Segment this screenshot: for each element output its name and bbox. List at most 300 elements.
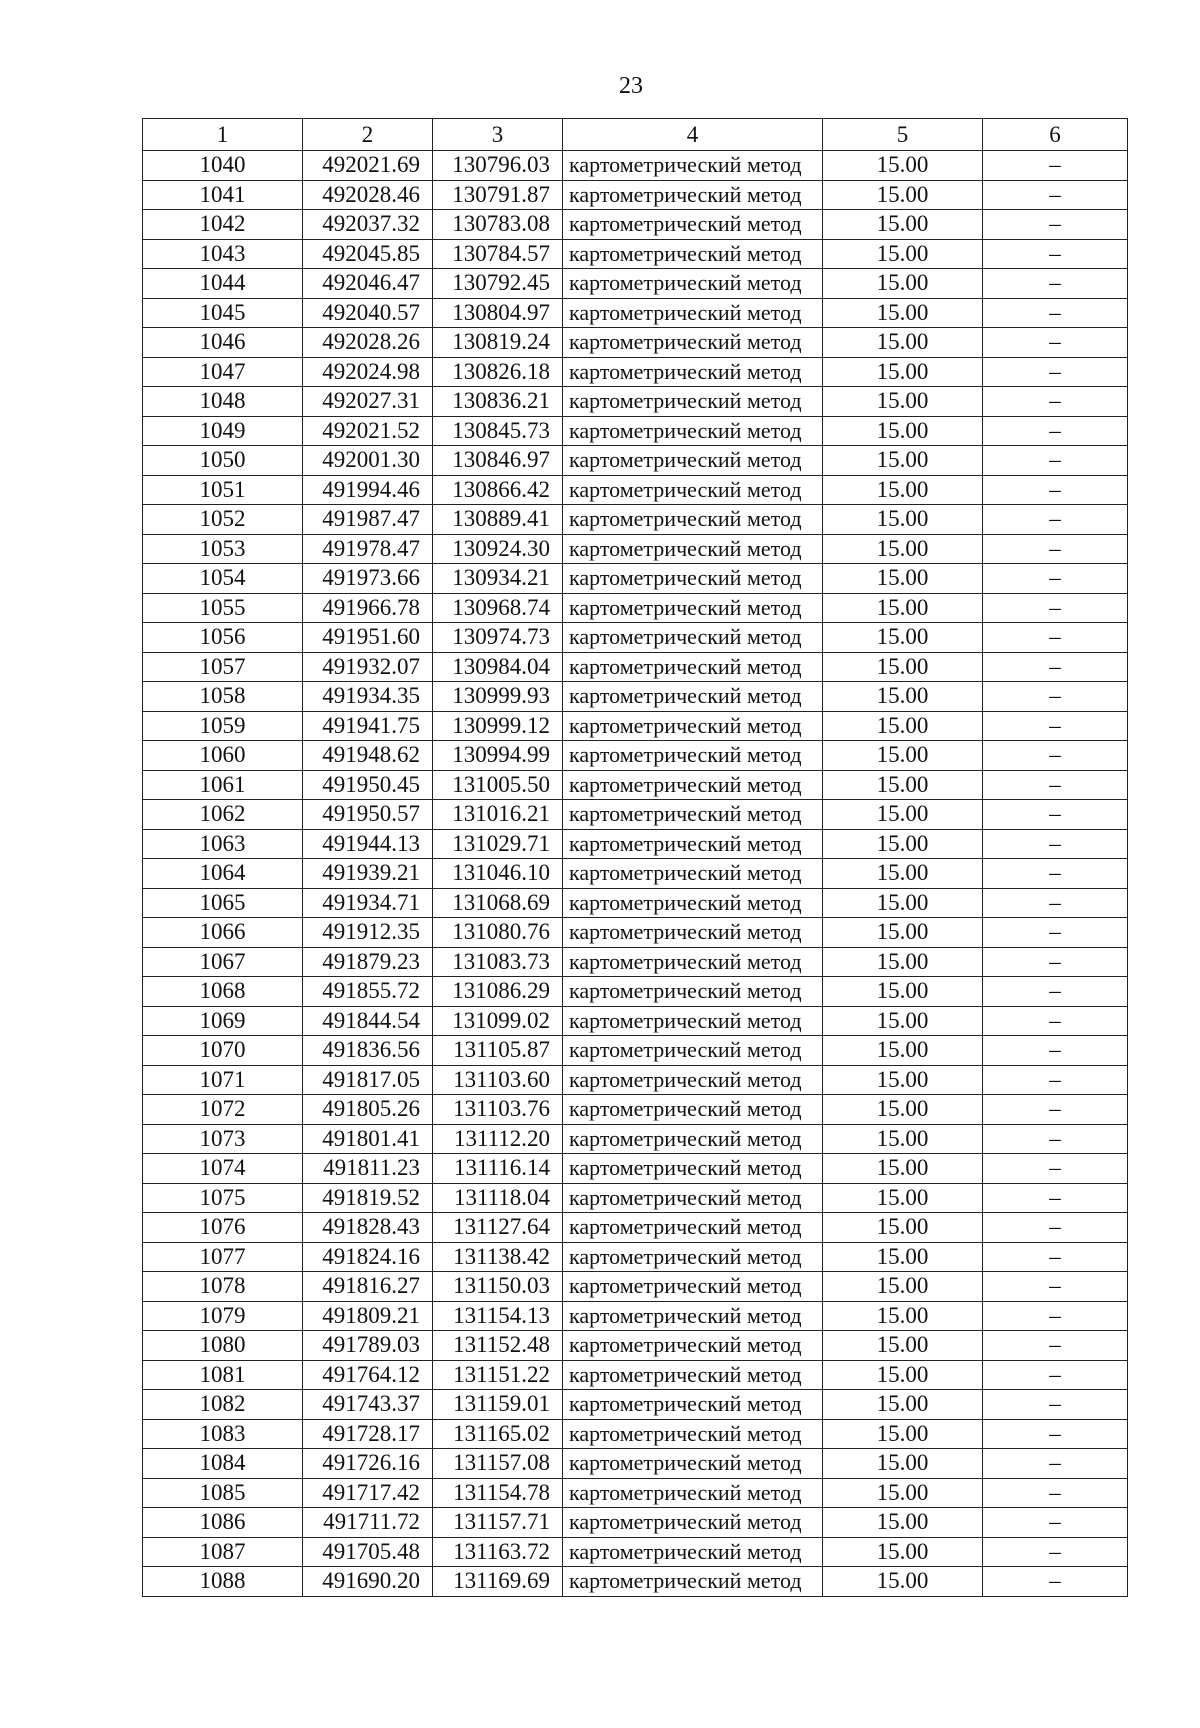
table-body [143, 151, 1128, 1597]
method-cell: картометрический метод [563, 210, 823, 240]
description-cell: – [983, 800, 1128, 830]
method-cell: картометрический метод [563, 416, 823, 446]
table-row [143, 1419, 1128, 1449]
method-cell: картометрический метод [563, 682, 823, 712]
table-row [143, 446, 1128, 476]
point-number-cell: 1054 [143, 564, 303, 594]
y-coordinate-cell: 131152.48 [433, 1331, 563, 1361]
method-cell: картометрический метод [563, 269, 823, 299]
y-coordinate-cell: 131154.13 [433, 1301, 563, 1331]
x-coordinate-cell: 491934.71 [303, 888, 433, 918]
accuracy-cell: 15.00 [823, 1036, 983, 1066]
x-coordinate-cell: 491836.56 [303, 1036, 433, 1066]
method-cell: картометрический метод [563, 1419, 823, 1449]
table-row [143, 1183, 1128, 1213]
table-row [143, 357, 1128, 387]
y-coordinate-cell: 130783.08 [433, 210, 563, 240]
x-coordinate-cell: 491705.48 [303, 1537, 433, 1567]
accuracy-cell: 15.00 [823, 977, 983, 1007]
method-cell: картометрический метод [563, 1095, 823, 1125]
table-row [143, 1272, 1128, 1302]
y-coordinate-cell: 131068.69 [433, 888, 563, 918]
point-number-cell: 1076 [143, 1213, 303, 1243]
description-cell: – [983, 357, 1128, 387]
point-number-cell: 1075 [143, 1183, 303, 1213]
column-header-method: 4 [563, 119, 823, 151]
y-coordinate-cell: 130796.03 [433, 151, 563, 181]
accuracy-cell: 15.00 [823, 1154, 983, 1184]
table-row [143, 269, 1128, 299]
description-cell: – [983, 1390, 1128, 1420]
y-coordinate-cell: 131127.64 [433, 1213, 563, 1243]
y-coordinate-cell: 131138.42 [433, 1242, 563, 1272]
accuracy-cell: 15.00 [823, 328, 983, 358]
accuracy-cell: 15.00 [823, 387, 983, 417]
table-row [143, 1213, 1128, 1243]
y-coordinate-cell: 131005.50 [433, 770, 563, 800]
table-row [143, 416, 1128, 446]
y-coordinate-cell: 130999.93 [433, 682, 563, 712]
x-coordinate-cell: 491711.72 [303, 1508, 433, 1538]
accuracy-cell: 15.00 [823, 151, 983, 181]
table-row [143, 1331, 1128, 1361]
y-coordinate-cell: 130792.45 [433, 269, 563, 299]
table-row [143, 1390, 1128, 1420]
accuracy-cell: 15.00 [823, 623, 983, 653]
page-number: 23 [619, 73, 643, 99]
accuracy-cell: 15.00 [823, 210, 983, 240]
point-number-cell: 1053 [143, 534, 303, 564]
method-cell: картометрический метод [563, 1154, 823, 1184]
method-cell: картометрический метод [563, 564, 823, 594]
table-row [143, 1301, 1128, 1331]
accuracy-cell: 15.00 [823, 1124, 983, 1154]
y-coordinate-cell: 131151.22 [433, 1360, 563, 1390]
accuracy-cell: 15.00 [823, 1095, 983, 1125]
point-number-cell: 1083 [143, 1419, 303, 1449]
description-cell: – [983, 1272, 1128, 1302]
x-coordinate-cell: 491844.54 [303, 1006, 433, 1036]
x-coordinate-cell: 491805.26 [303, 1095, 433, 1125]
method-cell: картометрический метод [563, 1449, 823, 1479]
x-coordinate-cell: 492028.26 [303, 328, 433, 358]
method-cell: картометрический метод [563, 1065, 823, 1095]
x-coordinate-cell: 492021.69 [303, 151, 433, 181]
accuracy-cell: 15.00 [823, 918, 983, 948]
accuracy-cell: 15.00 [823, 1183, 983, 1213]
table-row [143, 711, 1128, 741]
accuracy-cell: 15.00 [823, 1242, 983, 1272]
accuracy-cell: 15.00 [823, 859, 983, 889]
point-number-cell: 1050 [143, 446, 303, 476]
x-coordinate-cell: 491978.47 [303, 534, 433, 564]
accuracy-cell: 15.00 [823, 1537, 983, 1567]
table-row [143, 623, 1128, 653]
description-cell: – [983, 446, 1128, 476]
point-number-cell: 1049 [143, 416, 303, 446]
description-cell: – [983, 298, 1128, 328]
method-cell: картометрический метод [563, 1183, 823, 1213]
y-coordinate-cell: 130968.74 [433, 593, 563, 623]
method-cell: картометрический метод [563, 770, 823, 800]
y-coordinate-cell: 130974.73 [433, 623, 563, 653]
column-header-description: 6 [983, 119, 1128, 151]
table-row [143, 1154, 1128, 1184]
x-coordinate-cell: 492024.98 [303, 357, 433, 387]
y-coordinate-cell: 130934.21 [433, 564, 563, 594]
table-row [143, 1036, 1128, 1066]
table-row [143, 977, 1128, 1007]
method-cell: картометрический метод [563, 977, 823, 1007]
point-number-cell: 1060 [143, 741, 303, 771]
method-cell: картометрический метод [563, 711, 823, 741]
point-number-cell: 1079 [143, 1301, 303, 1331]
x-coordinate-cell: 491950.57 [303, 800, 433, 830]
accuracy-cell: 15.00 [823, 1478, 983, 1508]
x-coordinate-cell: 491817.05 [303, 1065, 433, 1095]
description-cell: – [983, 682, 1128, 712]
table-row [143, 1124, 1128, 1154]
accuracy-cell: 15.00 [823, 1006, 983, 1036]
description-cell: – [983, 1449, 1128, 1479]
point-number-cell: 1043 [143, 239, 303, 269]
point-number-cell: 1065 [143, 888, 303, 918]
accuracy-cell: 15.00 [823, 652, 983, 682]
description-cell: – [983, 770, 1128, 800]
y-coordinate-cell: 130924.30 [433, 534, 563, 564]
accuracy-cell: 15.00 [823, 1213, 983, 1243]
x-coordinate-cell: 491828.43 [303, 1213, 433, 1243]
point-number-cell: 1061 [143, 770, 303, 800]
table-header-row [143, 119, 1128, 151]
point-number-cell: 1064 [143, 859, 303, 889]
x-coordinate-cell: 491717.42 [303, 1478, 433, 1508]
description-cell: – [983, 151, 1128, 181]
y-coordinate-cell: 130784.57 [433, 239, 563, 269]
point-number-cell: 1088 [143, 1567, 303, 1597]
accuracy-cell: 15.00 [823, 1331, 983, 1361]
accuracy-cell: 15.00 [823, 1567, 983, 1597]
y-coordinate-cell: 130999.12 [433, 711, 563, 741]
method-cell: картометрический метод [563, 1213, 823, 1243]
table-row [143, 387, 1128, 417]
x-coordinate-cell: 491966.78 [303, 593, 433, 623]
description-cell: – [983, 947, 1128, 977]
x-coordinate-cell: 492040.57 [303, 298, 433, 328]
accuracy-cell: 15.00 [823, 947, 983, 977]
description-cell: – [983, 1242, 1128, 1272]
description-cell: – [983, 387, 1128, 417]
accuracy-cell: 15.00 [823, 1301, 983, 1331]
point-number-cell: 1077 [143, 1242, 303, 1272]
y-coordinate-cell: 131154.78 [433, 1478, 563, 1508]
x-coordinate-cell: 491824.16 [303, 1242, 433, 1272]
x-coordinate-cell: 491944.13 [303, 829, 433, 859]
accuracy-cell: 15.00 [823, 888, 983, 918]
y-coordinate-cell: 131157.08 [433, 1449, 563, 1479]
y-coordinate-cell: 131118.04 [433, 1183, 563, 1213]
description-cell: – [983, 711, 1128, 741]
method-cell: картометрический метод [563, 800, 823, 830]
description-cell: – [983, 1360, 1128, 1390]
point-number-cell: 1046 [143, 328, 303, 358]
table-row [143, 534, 1128, 564]
table-row [143, 475, 1128, 505]
description-cell: – [983, 1065, 1128, 1095]
accuracy-cell: 15.00 [823, 829, 983, 859]
y-coordinate-cell: 130826.18 [433, 357, 563, 387]
table-row [143, 947, 1128, 977]
table-row [143, 888, 1128, 918]
method-cell: картометрический метод [563, 534, 823, 564]
x-coordinate-cell: 491789.03 [303, 1331, 433, 1361]
table-row [143, 770, 1128, 800]
point-number-cell: 1042 [143, 210, 303, 240]
y-coordinate-cell: 131163.72 [433, 1537, 563, 1567]
description-cell: – [983, 593, 1128, 623]
table-row [143, 1537, 1128, 1567]
point-number-cell: 1062 [143, 800, 303, 830]
point-number-cell: 1067 [143, 947, 303, 977]
method-cell: картометрический метод [563, 623, 823, 653]
point-number-cell: 1048 [143, 387, 303, 417]
description-cell: – [983, 652, 1128, 682]
table-row [143, 1360, 1128, 1390]
y-coordinate-cell: 131016.21 [433, 800, 563, 830]
point-number-cell: 1058 [143, 682, 303, 712]
table-row [143, 1508, 1128, 1538]
accuracy-cell: 15.00 [823, 711, 983, 741]
method-cell: картометрический метод [563, 1390, 823, 1420]
x-coordinate-cell: 492046.47 [303, 269, 433, 299]
point-number-cell: 1070 [143, 1036, 303, 1066]
point-number-cell: 1066 [143, 918, 303, 948]
accuracy-cell: 15.00 [823, 298, 983, 328]
x-coordinate-cell: 491816.27 [303, 1272, 433, 1302]
description-cell: – [983, 416, 1128, 446]
point-number-cell: 1086 [143, 1508, 303, 1538]
method-cell: картометрический метод [563, 741, 823, 771]
accuracy-cell: 15.00 [823, 446, 983, 476]
y-coordinate-cell: 130846.97 [433, 446, 563, 476]
y-coordinate-cell: 131112.20 [433, 1124, 563, 1154]
point-number-cell: 1052 [143, 505, 303, 535]
x-coordinate-cell: 491912.35 [303, 918, 433, 948]
method-cell: картометрический метод [563, 859, 823, 889]
point-number-cell: 1057 [143, 652, 303, 682]
description-cell: – [983, 1537, 1128, 1567]
method-cell: картометрический метод [563, 1272, 823, 1302]
x-coordinate-cell: 491994.46 [303, 475, 433, 505]
description-cell: – [983, 1301, 1128, 1331]
x-coordinate-cell: 491934.35 [303, 682, 433, 712]
x-coordinate-cell: 492001.30 [303, 446, 433, 476]
table-row [143, 918, 1128, 948]
x-coordinate-cell: 491743.37 [303, 1390, 433, 1420]
x-coordinate-cell: 491855.72 [303, 977, 433, 1007]
y-coordinate-cell: 131165.02 [433, 1419, 563, 1449]
point-number-cell: 1081 [143, 1360, 303, 1390]
y-coordinate-cell: 130866.42 [433, 475, 563, 505]
x-coordinate-cell: 492028.46 [303, 180, 433, 210]
point-number-cell: 1069 [143, 1006, 303, 1036]
table-row [143, 564, 1128, 594]
table-row [143, 1478, 1128, 1508]
description-cell: – [983, 918, 1128, 948]
point-number-cell: 1073 [143, 1124, 303, 1154]
y-coordinate-cell: 131080.76 [433, 918, 563, 948]
y-coordinate-cell: 130819.24 [433, 328, 563, 358]
point-number-cell: 1068 [143, 977, 303, 1007]
x-coordinate-cell: 492027.31 [303, 387, 433, 417]
y-coordinate-cell: 130791.87 [433, 180, 563, 210]
accuracy-cell: 15.00 [823, 593, 983, 623]
accuracy-cell: 15.00 [823, 534, 983, 564]
x-coordinate-cell: 491932.07 [303, 652, 433, 682]
description-cell: – [983, 1478, 1128, 1508]
accuracy-cell: 15.00 [823, 1065, 983, 1095]
point-number-cell: 1045 [143, 298, 303, 328]
method-cell: картометрический метод [563, 1301, 823, 1331]
x-coordinate-cell: 492021.52 [303, 416, 433, 446]
accuracy-cell: 15.00 [823, 1449, 983, 1479]
x-coordinate-cell: 491948.62 [303, 741, 433, 771]
method-cell: картометрический метод [563, 1242, 823, 1272]
point-number-cell: 1080 [143, 1331, 303, 1361]
accuracy-cell: 15.00 [823, 800, 983, 830]
method-cell: картометрический метод [563, 918, 823, 948]
method-cell: картометрический метод [563, 1006, 823, 1036]
y-coordinate-cell: 131150.03 [433, 1272, 563, 1302]
table-row [143, 741, 1128, 771]
y-coordinate-cell: 131169.69 [433, 1567, 563, 1597]
y-coordinate-cell: 131083.73 [433, 947, 563, 977]
accuracy-cell: 15.00 [823, 180, 983, 210]
description-cell: – [983, 859, 1128, 889]
table-row [143, 151, 1128, 181]
table-row [143, 1449, 1128, 1479]
description-cell: – [983, 1124, 1128, 1154]
x-coordinate-cell: 491728.17 [303, 1419, 433, 1449]
description-cell: – [983, 977, 1128, 1007]
table-row [143, 298, 1128, 328]
point-number-cell: 1056 [143, 623, 303, 653]
x-coordinate-cell: 491726.16 [303, 1449, 433, 1479]
description-cell: – [983, 475, 1128, 505]
description-cell: – [983, 1154, 1128, 1184]
table-row [143, 210, 1128, 240]
point-number-cell: 1071 [143, 1065, 303, 1095]
method-cell: картометрический метод [563, 1331, 823, 1361]
accuracy-cell: 15.00 [823, 564, 983, 594]
method-cell: картометрический метод [563, 1360, 823, 1390]
x-coordinate-cell: 491764.12 [303, 1360, 433, 1390]
method-cell: картометрический метод [563, 829, 823, 859]
table-row [143, 180, 1128, 210]
x-coordinate-cell: 491690.20 [303, 1567, 433, 1597]
method-cell: картометрический метод [563, 888, 823, 918]
method-cell: картометрический метод [563, 446, 823, 476]
table-row [143, 1095, 1128, 1125]
column-header-point-number: 1 [143, 119, 303, 151]
method-cell: картометрический метод [563, 1478, 823, 1508]
description-cell: – [983, 1036, 1128, 1066]
description-cell: – [983, 564, 1128, 594]
x-coordinate-cell: 491987.47 [303, 505, 433, 535]
method-cell: картометрический метод [563, 593, 823, 623]
description-cell: – [983, 505, 1128, 535]
y-coordinate-cell: 131046.10 [433, 859, 563, 889]
table-row [143, 593, 1128, 623]
accuracy-cell: 15.00 [823, 741, 983, 771]
x-coordinate-cell: 491973.66 [303, 564, 433, 594]
description-cell: – [983, 1567, 1128, 1597]
method-cell: картометрический метод [563, 387, 823, 417]
x-coordinate-cell: 491809.21 [303, 1301, 433, 1331]
accuracy-cell: 15.00 [823, 770, 983, 800]
description-cell: – [983, 741, 1128, 771]
x-coordinate-cell: 491950.45 [303, 770, 433, 800]
y-coordinate-cell: 131116.14 [433, 1154, 563, 1184]
method-cell: картометрический метод [563, 298, 823, 328]
description-cell: – [983, 1006, 1128, 1036]
y-coordinate-cell: 130804.97 [433, 298, 563, 328]
column-header-x: 2 [303, 119, 433, 151]
table-row [143, 1006, 1128, 1036]
table-row [143, 829, 1128, 859]
y-coordinate-cell: 131099.02 [433, 1006, 563, 1036]
accuracy-cell: 15.00 [823, 1419, 983, 1449]
point-number-cell: 1041 [143, 180, 303, 210]
point-number-cell: 1084 [143, 1449, 303, 1479]
description-cell: – [983, 1508, 1128, 1538]
point-number-cell: 1078 [143, 1272, 303, 1302]
table-row [143, 652, 1128, 682]
y-coordinate-cell: 130836.21 [433, 387, 563, 417]
point-number-cell: 1063 [143, 829, 303, 859]
x-coordinate-cell: 491801.41 [303, 1124, 433, 1154]
method-cell: картометрический метод [563, 475, 823, 505]
accuracy-cell: 15.00 [823, 1390, 983, 1420]
method-cell: картометрический метод [563, 180, 823, 210]
point-number-cell: 1047 [143, 357, 303, 387]
method-cell: картометрический метод [563, 328, 823, 358]
x-coordinate-cell: 491939.21 [303, 859, 433, 889]
x-coordinate-cell: 491941.75 [303, 711, 433, 741]
point-number-cell: 1087 [143, 1537, 303, 1567]
column-header-y: 3 [433, 119, 563, 151]
description-cell: – [983, 239, 1128, 269]
coordinates-table [142, 118, 1128, 1597]
point-number-cell: 1055 [143, 593, 303, 623]
y-coordinate-cell: 131157.71 [433, 1508, 563, 1538]
method-cell: картометрический метод [563, 505, 823, 535]
y-coordinate-cell: 130994.99 [433, 741, 563, 771]
accuracy-cell: 15.00 [823, 1360, 983, 1390]
description-cell: – [983, 328, 1128, 358]
point-number-cell: 1059 [143, 711, 303, 741]
y-coordinate-cell: 131159.01 [433, 1390, 563, 1420]
x-coordinate-cell: 491951.60 [303, 623, 433, 653]
point-number-cell: 1072 [143, 1095, 303, 1125]
table-row [143, 800, 1128, 830]
y-coordinate-cell: 131105.87 [433, 1036, 563, 1066]
accuracy-cell: 15.00 [823, 416, 983, 446]
table-row [143, 682, 1128, 712]
accuracy-cell: 15.00 [823, 269, 983, 299]
y-coordinate-cell: 131029.71 [433, 829, 563, 859]
y-coordinate-cell: 130845.73 [433, 416, 563, 446]
